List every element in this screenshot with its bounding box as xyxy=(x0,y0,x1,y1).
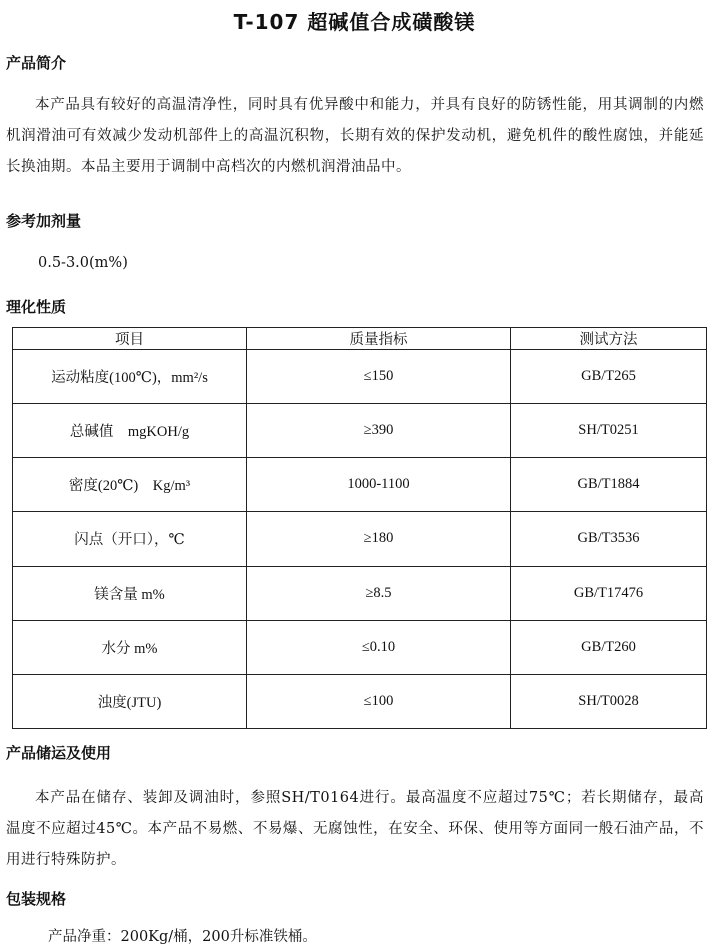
cell-spec: ≥8.5 xyxy=(247,566,511,620)
table-row xyxy=(13,566,707,620)
cell-method: GB/T265 xyxy=(511,350,707,404)
table-row xyxy=(13,458,707,512)
cell-spec: ≥180 xyxy=(247,512,511,566)
storage-heading: 产品储运及使用 xyxy=(6,744,112,762)
intro-heading: 产品简介 xyxy=(6,54,67,72)
packaging-text: 产品净重：200Kg/桶，200升标准铁桶。 xyxy=(48,929,317,945)
packaging-heading: 包装规格 xyxy=(6,890,67,908)
properties-heading: 理化性质 xyxy=(6,298,67,316)
cell-spec: ≤100 xyxy=(247,674,511,728)
cell-item: 总碱值 mgKOH/g xyxy=(13,404,247,458)
cell-method: GB/T1884 xyxy=(511,458,707,512)
cell-spec: 1000-1100 xyxy=(247,458,511,512)
column-header-item: 项目 xyxy=(13,328,247,350)
document-title: T-107 超碱值合成磺酸镁 xyxy=(233,10,476,34)
column-header-spec: 质量指标 xyxy=(247,328,511,350)
cell-method: GB/T260 xyxy=(511,620,707,674)
storage-paragraph: 本产品在储存、装卸及调油时，参照SH/T0164进行。最高温度不应超过75℃；若长期储存，最高温度不应超过45℃。本产品不易燃、不易爆、无腐蚀性，在安全、环保、使用等方面同一般石油产品，不用进行特殊防护。 xyxy=(6,790,704,868)
table-row xyxy=(13,404,707,458)
cell-method: GB/T17476 xyxy=(511,566,707,620)
cell-method: SH/T0028 xyxy=(511,674,707,728)
cell-item: 镁含量 m% xyxy=(13,566,247,620)
cell-item: 浊度(JTU) xyxy=(13,674,247,728)
cell-item: 密度(20℃) Kg/m³ xyxy=(13,458,247,512)
table-row xyxy=(13,674,707,728)
dosage-heading: 参考加剂量 xyxy=(6,212,82,230)
cell-method: GB/T3536 xyxy=(511,512,707,566)
table-row xyxy=(13,512,707,566)
dosage-value: 0.5-3.0(m%) xyxy=(38,255,128,271)
cell-method: SH/T0251 xyxy=(511,404,707,458)
cell-spec: ≤150 xyxy=(247,350,511,404)
column-header-method: 测试方法 xyxy=(511,328,707,350)
cell-item: 水分 m% xyxy=(13,620,247,674)
properties-table xyxy=(12,327,707,729)
cell-item: 运动粘度(100℃)，mm²/s xyxy=(13,350,247,404)
intro-paragraph: 本产品具有较好的高温清净性，同时具有优异酸中和能力，并具有良好的防锈性能，用其调制的内燃机润滑油可有效减少发动机部件上的高温沉积物，长期有效的保护发动机，避免机件的酸性腐蚀，并能延长换油期。本品主要用于调制中高档次的内燃机润滑油品中。 xyxy=(6,97,704,175)
cell-item: 闪点（开口），℃ xyxy=(13,512,247,566)
table-row xyxy=(13,350,707,404)
cell-spec: ≤0.10 xyxy=(247,620,511,674)
table-header-row xyxy=(13,328,707,350)
table-row xyxy=(13,620,707,674)
cell-spec: ≥390 xyxy=(247,404,511,458)
